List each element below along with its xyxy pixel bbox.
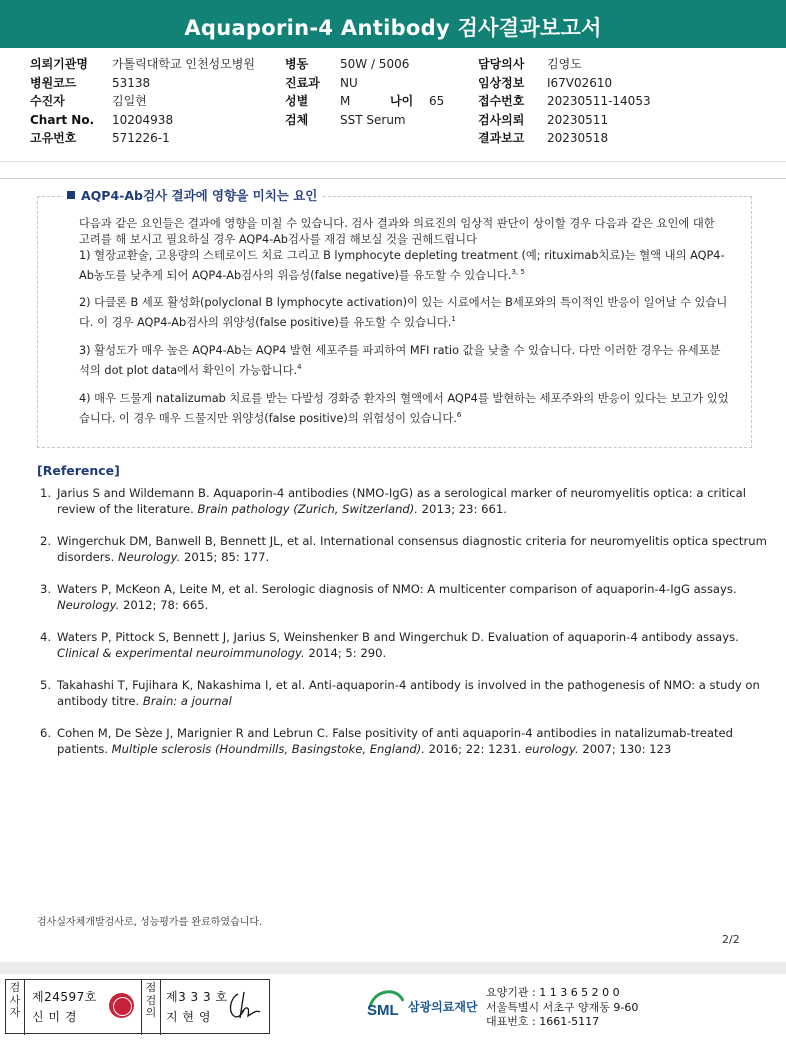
factors-title-text: AQP4-Ab검사 결과에 영향을 미치는 요인 — [81, 188, 318, 203]
info-label: 고유번호 — [30, 131, 77, 145]
info-label: 검사의뢰 — [478, 112, 525, 127]
reference-journal: Clinical & experimental neuroimmunology. — [57, 646, 305, 660]
validation-note: 검사실자체개발검사로, 성능평가를 완료하였습니다. — [37, 917, 263, 928]
info-value: 50W / 5006 — [340, 57, 410, 71]
age-label: 나이 — [390, 94, 414, 108]
reference-text: Waters P, McKeon A, Leite M, et al. Serologic diagnosis of NMO: A multicenter comparison of aquaporin-4-IgG assays. — [57, 582, 737, 596]
examiner-label-text: 검사자 — [9, 981, 21, 1019]
info-value: M — [340, 94, 351, 108]
info-label: Chart No. — [30, 112, 95, 127]
reviewer-label-text: 점검의 — [145, 981, 157, 1019]
reference-heading: [Reference] — [37, 463, 120, 478]
info-value: NU — [340, 75, 358, 90]
info-column-2 — [285, 55, 465, 129]
reference-item — [40, 533, 772, 565]
report-title: Aquaporin-4 Antibody 검사결과보고서 — [184, 16, 602, 40]
reference-tail: 2012; 78: 665. — [119, 598, 209, 612]
title-bar — [0, 0, 786, 48]
reviewer-name: 지 현 영 — [166, 1010, 211, 1024]
reference-number: 3. — [40, 582, 52, 596]
info-value: SST Serum — [340, 112, 406, 127]
factors-title — [63, 186, 323, 204]
info-value: 20230511 — [547, 112, 609, 127]
info-label: 담당의사 — [478, 57, 525, 71]
info-value: 20230511-14053 — [547, 94, 651, 108]
examiner-license: 제24597호 — [32, 990, 97, 1004]
reviewer-label — [141, 980, 161, 1035]
reference-journal: Brain pathology (Zurich, Switzerland). — [197, 502, 418, 516]
page-number: 2/2 — [722, 933, 740, 946]
reviewer-license: 제3 3 3 호 — [166, 990, 228, 1004]
lab-street: 서울특별시 서초구 양재동 9-60 — [486, 1000, 639, 1014]
info-value: 571226-1 — [112, 131, 170, 145]
reference-journal: Neurology. — [117, 550, 181, 564]
reference-item — [40, 677, 772, 709]
reference-tail: 2014; 5: 290. — [304, 646, 387, 660]
info-label: 수진자 — [30, 94, 65, 108]
reference-journal: Multiple sclerosis (Houndmills, Basingstoke, England). — [111, 742, 425, 756]
reference-text: Wingerchuk DM, Banwell B, Bennett JL, et al. International consensus diagnostic criteria for neuromyelitis optica spectrum disorders. — [57, 534, 767, 564]
factor-text: 3) 활성도가 매우 높은 AQP4-Ab는 AQP4 발현 세포주를 파괴하여 MFI ratio 값을 낮출 수 있습니다. 다만 이러한 경우는 유세포분석의 dot plot data에서 확인이 가능합니다. — [79, 344, 721, 377]
reference-journal: eurology. — [525, 742, 579, 756]
reference-text: Jarius S and Wildemann B. Aquaporin-4 antibodies (NMO-IgG) as a serological marker of neuromyelitis optica: a critical review of the literature. — [57, 486, 747, 516]
signature-icon — [224, 988, 262, 1022]
lab-name: 삼광의료재단 — [408, 1000, 478, 1014]
reference-text: Waters P, Pittock S, Bennett J, Jarius S, Weinshenker B and Wingerchuk D. Evaluation of aquaporin-4 antibody assays. — [57, 630, 739, 644]
bullet-square-icon — [67, 191, 75, 199]
info-label: 병원코드 — [30, 75, 77, 90]
reference-text: Takahashi T, Fujihara K, Nakashima I, et al. Anti-aquaporin-4 antibody is involved in the pathogenesis of NMO: a study on antibody titre. — [57, 678, 760, 708]
age-value: 65 — [429, 94, 445, 108]
reference-item — [40, 725, 772, 757]
info-label: 성별 — [285, 94, 309, 108]
reference-tail: 2015; 85: 177. — [180, 550, 270, 564]
factors-intro: 다음과 같은 요인들은 결과에 영향을 미칠 수 있습니다. 검사 결과와 의료진의 임상적 판단이 상이할 경우 다음과 같은 요인에 대한 고려를 해 보시고 필요하실 경우 AQP4-Ab검사를 재검 해보실 것을 권해드립니다 — [79, 217, 715, 246]
factor-item — [79, 391, 729, 427]
factor-citation: 1 — [451, 315, 456, 323]
divider — [0, 178, 786, 179]
info-label: 임상정보 — [478, 75, 525, 90]
examiner-label — [6, 980, 25, 1035]
info-value: 김영도 — [547, 57, 582, 71]
examiner-name: 신 미 경 — [32, 1010, 77, 1024]
factor-citation: 4 — [297, 363, 302, 371]
factor-text: 4) 매우 드물게 natalizumab 치료를 받는 다발성 경화증 환자의 혈액에서 AQP4를 발현하는 세포주와의 반응이 있다는 보고가 있었습니다. 이 경우 매우 드물지만 위양성(false positive)의 위험성이 있습니다. — [79, 392, 729, 425]
reference-text: Cohen M, De Sèze J, Marignier R and Lebrun C. False positivity of anti aquaporin-4 antibodies in natalizumab-treated patients. — [57, 726, 733, 756]
lab-address — [486, 986, 638, 1030]
signature-box — [5, 979, 270, 1034]
sml-logo-icon — [366, 985, 406, 1025]
info-column-3 — [478, 55, 678, 148]
info-value: 10204938 — [112, 112, 174, 127]
lab-phone: 대표번호 : 1661-5117 — [486, 1015, 600, 1028]
reference-number: 5. — [40, 678, 52, 692]
info-column-1 — [30, 55, 280, 148]
factor-item — [79, 343, 729, 379]
seal-stamp-icon — [109, 993, 134, 1018]
footer-band — [0, 962, 786, 974]
info-value: 53138 — [112, 75, 151, 90]
factor-item — [79, 295, 729, 331]
info-label: 접수번호 — [478, 94, 525, 108]
logo-mark: SML — [367, 1002, 399, 1019]
info-label: 병동 — [285, 57, 309, 71]
reference-number: 2. — [40, 534, 52, 548]
reference-tail: 2016; 22: 1231. — [424, 742, 525, 756]
info-value: 20230518 — [547, 131, 609, 145]
reference-item — [40, 485, 772, 517]
reference-number: 4. — [40, 630, 52, 644]
info-value: 김일현 — [112, 94, 147, 108]
reference-number: 1. — [40, 486, 52, 500]
info-value: 가톨릭대학교 인천성모병원 — [112, 57, 255, 71]
factor-text: 1) 혈장교환술, 고용량의 스테로이드 치료 그리고 B lymphocyte depleting treatment (예; rituximab치료)는 혈액 내의 AQP4-Ab농도를 낮추게 되어 AQP4-Ab검사의 위음성(false negative)를 유도할 수 있습니다. — [79, 249, 725, 282]
factor-citation: 6 — [456, 411, 462, 419]
info-label: 의뢰기관명 — [30, 57, 88, 71]
reference-number: 6. — [40, 726, 52, 740]
reference-item — [40, 629, 772, 661]
reference-journal: Neurology. — [57, 598, 120, 612]
reference-journal: Brain: a journal — [142, 694, 232, 708]
reference-tail: 2007; 130: 123 — [578, 742, 672, 756]
info-label: 진료과 — [285, 75, 320, 90]
info-label: 결과보고 — [478, 131, 525, 145]
info-label: 검체 — [285, 112, 309, 127]
reference-tail: 2013; 23: 661. — [418, 502, 507, 516]
divider — [0, 161, 786, 162]
factor-item — [79, 248, 729, 284]
factor-text: 2) 다클론 B 세포 활성화(polyclonal B lymphocyte activation)이 있는 시료에서는 B세포와의 특이적인 반응이 일어날 수 있습니다. 이 경우 AQP4-Ab검사의 위양성(false positive)를 유도할 수 있습니다. — [79, 296, 728, 329]
reference-item — [40, 581, 772, 613]
lab-code: 요양기관 : 1 1 3 6 5 2 0 0 — [486, 986, 620, 999]
info-value: I67V02610 — [547, 75, 613, 90]
factor-citation: 3, 5 — [511, 268, 525, 276]
